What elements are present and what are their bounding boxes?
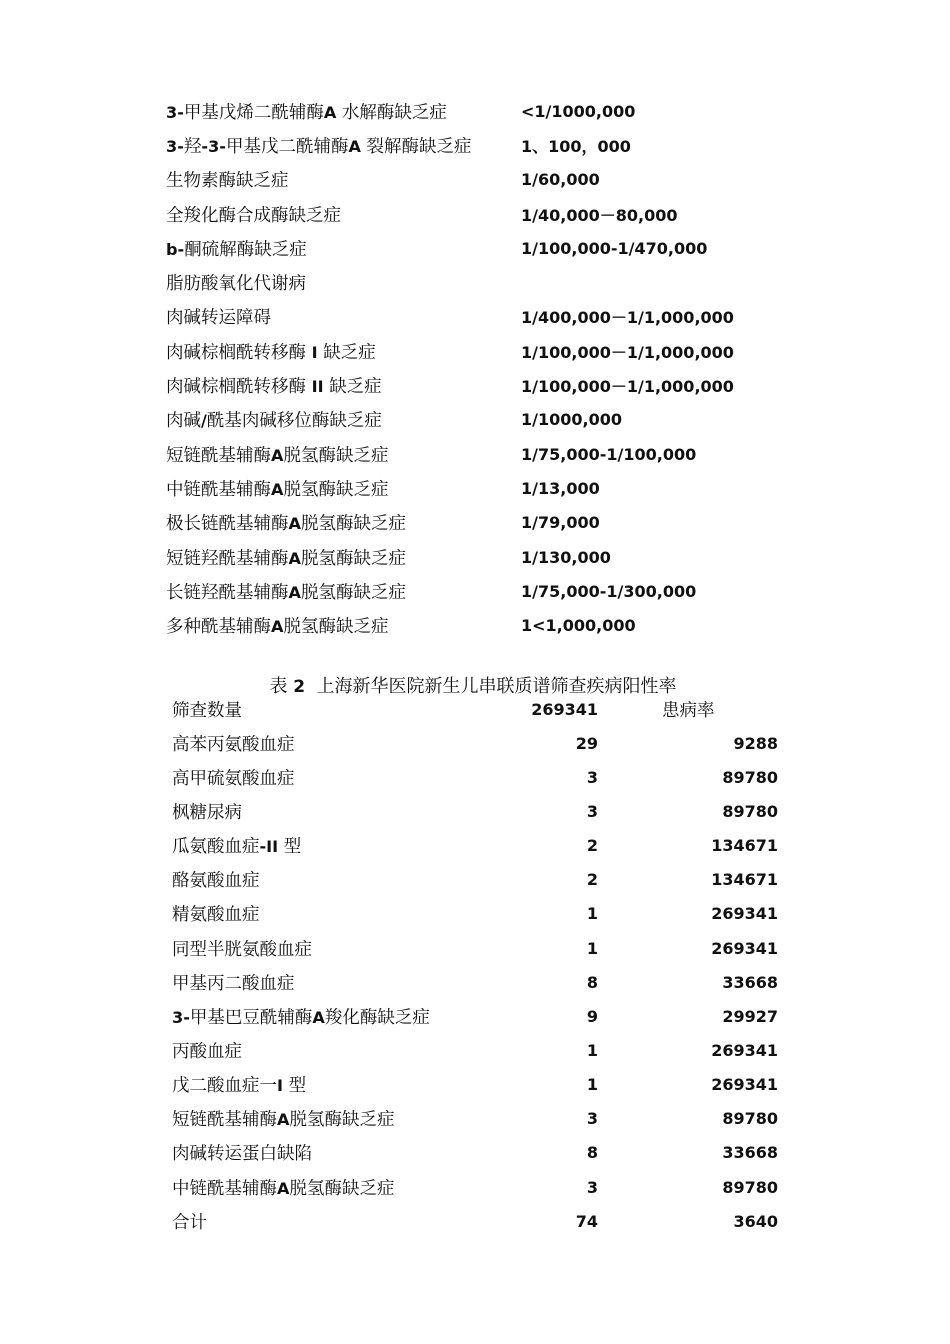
table-row: [172, 1033, 782, 1067]
table-row: [166, 94, 786, 128]
header-rate: 患病率: [662, 700, 715, 721]
prevalence-rate: 89780: [722, 801, 778, 821]
name-part: II: [306, 377, 330, 397]
name-part: 戊二酸血症一: [172, 1076, 277, 1097]
name-part: 脱氢酶缺乏症: [300, 548, 406, 569]
case-count: 8: [586, 972, 598, 992]
table-row: [172, 863, 782, 897]
name-part: 脱氢酶缺乏症: [283, 445, 389, 466]
table-header-row: [172, 692, 782, 726]
table-row: [166, 300, 786, 334]
case-count: 3: [586, 1177, 598, 1197]
table-row: [172, 897, 782, 931]
prevalence-rate: 134671: [711, 836, 778, 856]
table-row: [172, 1068, 782, 1102]
incidence-value: 1/75,000-1/300,000: [521, 581, 697, 601]
table-row: [172, 999, 782, 1033]
name-part: 精氨酸血症: [172, 905, 260, 926]
case-count: 1: [586, 1075, 598, 1095]
case-count: 2: [586, 870, 598, 890]
header-count: 269341: [531, 699, 598, 719]
name-part: A: [277, 1178, 290, 1198]
name-part: 多种酰基辅酶: [166, 617, 271, 638]
disease-name: [166, 579, 521, 604]
name-part: 甲基丙二酸血症: [172, 973, 295, 994]
incidence-value: 1/75,000-1/100,000: [521, 444, 697, 464]
disease-name: [172, 731, 502, 756]
table-row: [172, 965, 782, 999]
prevalence-rate: 33668: [722, 972, 778, 992]
name-part: A: [288, 514, 301, 534]
name-part: 脱氢酶缺乏症: [283, 617, 389, 638]
incidence-table: [166, 94, 786, 643]
case-count: 8: [586, 1143, 598, 1163]
name-part: 中链酰基辅酶: [166, 479, 271, 500]
disease-name: [166, 339, 521, 364]
name-part: 缺乏症: [329, 377, 382, 398]
name-part: A: [288, 548, 301, 568]
name-part: 3-: [166, 102, 184, 122]
case-count: 9: [586, 1006, 598, 1026]
incidence-value: 1/13,000: [521, 478, 600, 498]
case-count: 1: [586, 1040, 598, 1060]
incidence-value: 1/79,000: [521, 513, 600, 533]
name-part: -3-: [201, 136, 226, 156]
name-part: A: [323, 102, 337, 122]
name-part: 水解酶缺乏症: [336, 102, 447, 123]
incidence-value: 1/400,000－1/1,000,000: [521, 308, 734, 328]
name-part: A: [271, 479, 284, 499]
name-part: b-: [166, 239, 185, 259]
name-part: 肉碱棕榈酰转移酶: [166, 342, 306, 363]
prevalence-rate: 29927: [722, 1006, 778, 1026]
name-part: A: [271, 445, 284, 465]
name-part: 脱氢酶缺乏症: [300, 514, 406, 535]
incidence-value: 1/100,000－1/1,000,000: [521, 377, 734, 397]
name-part: 生物素酶缺乏症: [166, 171, 289, 192]
case-count: 1: [586, 904, 598, 924]
table-row: [172, 1102, 782, 1136]
name-part: 脱氢酶缺乏症: [289, 1178, 395, 1199]
name-part: 型: [283, 1076, 307, 1097]
table-row: [166, 608, 786, 642]
name-part: -II: [259, 837, 279, 857]
disease-name: [166, 202, 521, 227]
table-row: [172, 931, 782, 965]
name-part: 甲基巴豆酰辅酶: [189, 1007, 313, 1028]
table-row: [166, 437, 786, 471]
name-part: 3-: [166, 136, 184, 156]
disease-name: [172, 1072, 502, 1097]
incidence-value: 1<1,000,000: [521, 616, 636, 636]
name-part: 酪氨酸血症: [172, 871, 260, 892]
prevalence-rate: 89780: [722, 1177, 778, 1197]
incidence-value: 1/130,000: [521, 547, 611, 567]
prevalence-rate: 134671: [711, 870, 778, 890]
disease-name: [172, 1140, 502, 1165]
disease-name: [166, 99, 521, 124]
disease-name: [166, 133, 521, 158]
name-part: 缺乏症: [323, 342, 376, 363]
name-part: A: [312, 1007, 325, 1027]
prevalence-rate: 269341: [711, 904, 778, 924]
table-row: [172, 1204, 782, 1238]
name-part: 羧化酶缺乏症: [324, 1007, 430, 1028]
disease-name: [166, 373, 521, 398]
disease-name: [172, 1209, 502, 1234]
name-part: 丙酸血症: [172, 1041, 242, 1062]
name-part: 酰基肉碱移位酶缺乏症: [206, 411, 382, 432]
table-row: [166, 334, 786, 368]
incidence-value: 1/100,000－1/1,000,000: [521, 342, 734, 362]
name-part: 高苯丙氨酸血症: [172, 734, 295, 755]
table-row: [172, 829, 782, 863]
name-part: 长链羟酰基辅酶: [166, 582, 289, 603]
name-part: A: [271, 617, 284, 637]
header-label: 筛查数量: [172, 700, 242, 721]
name-part: 羟: [183, 136, 202, 157]
table-row: [166, 471, 786, 505]
name-part: /: [201, 411, 207, 431]
name-part: 肉碱棕榈酰转移酶: [166, 377, 306, 398]
screening-table: [172, 692, 782, 1238]
name-part: 肉碱: [166, 411, 201, 432]
table-row: [166, 231, 786, 265]
case-count: 1: [586, 938, 598, 958]
case-count: 2: [586, 836, 598, 856]
table-row: [166, 128, 786, 162]
table-row: [166, 506, 786, 540]
table-row: [166, 163, 786, 197]
disease-name: [166, 407, 521, 432]
name-part: 枫糖尿病: [172, 802, 242, 823]
name-part: 短链酰基辅酶: [166, 445, 271, 466]
name-part: 裂解酶缺乏症: [360, 136, 472, 157]
name-part: 3-: [172, 1007, 190, 1027]
table-row: [166, 368, 786, 402]
name-part: A: [348, 136, 361, 156]
table-row: [166, 540, 786, 574]
caption-number: 2: [293, 677, 306, 697]
incidence-value: 1/1000,000: [521, 410, 622, 430]
name-part: 甲基戊二酰辅酶: [225, 136, 349, 157]
name-part: 脱氢酶缺乏症: [289, 1110, 395, 1131]
disease-name: [166, 476, 521, 501]
disease-name: [166, 613, 521, 638]
disease-name: [172, 1175, 502, 1200]
name-part: 高甲硫氨酸血症: [172, 768, 295, 789]
name-part: A: [277, 1110, 290, 1130]
disease-name: [166, 442, 521, 467]
incidence-value: 1、100，000: [521, 136, 631, 156]
table-row: [166, 197, 786, 231]
incidence-value: 1/40,000－80,000: [521, 205, 678, 225]
name-part: 短链酰基辅酶: [172, 1110, 277, 1131]
disease-name: [172, 1038, 502, 1063]
name-part: 中链酰基辅酶: [172, 1178, 277, 1199]
name-part: 短链羟酰基辅酶: [166, 548, 289, 569]
table-row: [172, 760, 782, 794]
name-part: A: [288, 582, 301, 602]
disease-name: [172, 867, 502, 892]
name-part: I: [277, 1076, 283, 1096]
table-body: [172, 726, 782, 1238]
case-count: 3: [586, 801, 598, 821]
disease-name: [166, 270, 521, 295]
disease-name: [166, 545, 521, 570]
table-row: [166, 574, 786, 608]
name-part: 脂肪酸氧化代谢病: [166, 274, 306, 295]
prevalence-rate: 9288: [733, 733, 778, 753]
table-row: [172, 1136, 782, 1170]
case-count: 74: [575, 1211, 598, 1231]
disease-name: [172, 1106, 502, 1131]
case-count: 29: [575, 733, 598, 753]
incidence-value: 1/100,000-1/470,000: [521, 238, 708, 258]
prevalence-rate: 89780: [722, 1109, 778, 1129]
name-part: 酮硫解酶缺乏症: [184, 239, 307, 260]
caption-text: 上海新华医院新生儿串联质谱筛查疾病阳性率: [316, 676, 677, 697]
prevalence-rate: 33668: [722, 1143, 778, 1163]
case-count: 3: [586, 767, 598, 787]
prevalence-rate: 89780: [722, 767, 778, 787]
disease-name: [172, 1004, 502, 1029]
disease-name: [172, 833, 502, 858]
case-count: 3: [586, 1109, 598, 1129]
disease-name: [172, 970, 502, 995]
name-part: 脱氢酶缺乏症: [283, 479, 389, 500]
disease-name: [166, 304, 521, 329]
prevalence-rate: 269341: [711, 1075, 778, 1095]
name-part: 脱氢酶缺乏症: [300, 582, 406, 603]
table-row: [166, 265, 786, 299]
incidence-value: <1/1000,000: [521, 101, 636, 121]
prevalence-rate: 3640: [733, 1211, 778, 1231]
disease-name: [172, 799, 502, 824]
name-part: 肉碱转运障碍: [166, 308, 271, 329]
name-part: 型: [278, 837, 302, 858]
caption-prefix: 表: [269, 676, 288, 697]
table-row: [172, 726, 782, 760]
table-row: [172, 1170, 782, 1204]
name-part: 全羧化酶合成酶缺乏症: [166, 205, 341, 226]
name-part: 瓜氨酸血症: [172, 837, 260, 858]
prevalence-rate: 269341: [711, 1040, 778, 1060]
table-row: [172, 794, 782, 828]
prevalence-rate: 269341: [711, 938, 778, 958]
disease-name: [166, 167, 521, 192]
incidence-value: 1/60,000: [521, 170, 600, 190]
name-part: 肉碱转运蛋白缺陷: [172, 1144, 312, 1165]
disease-name: [166, 510, 521, 535]
disease-name: [172, 936, 502, 961]
name-part: 极长链酰基辅酶: [166, 514, 289, 535]
name-part: 甲基戊烯二酰辅酶: [183, 102, 324, 123]
disease-name: [172, 765, 502, 790]
disease-name: [166, 236, 521, 261]
table-row: [166, 403, 786, 437]
name-part: 同型半胱氨酸血症: [172, 939, 312, 960]
name-part: I: [306, 342, 324, 362]
disease-name: [172, 901, 502, 926]
name-part: 合计: [172, 1212, 207, 1233]
